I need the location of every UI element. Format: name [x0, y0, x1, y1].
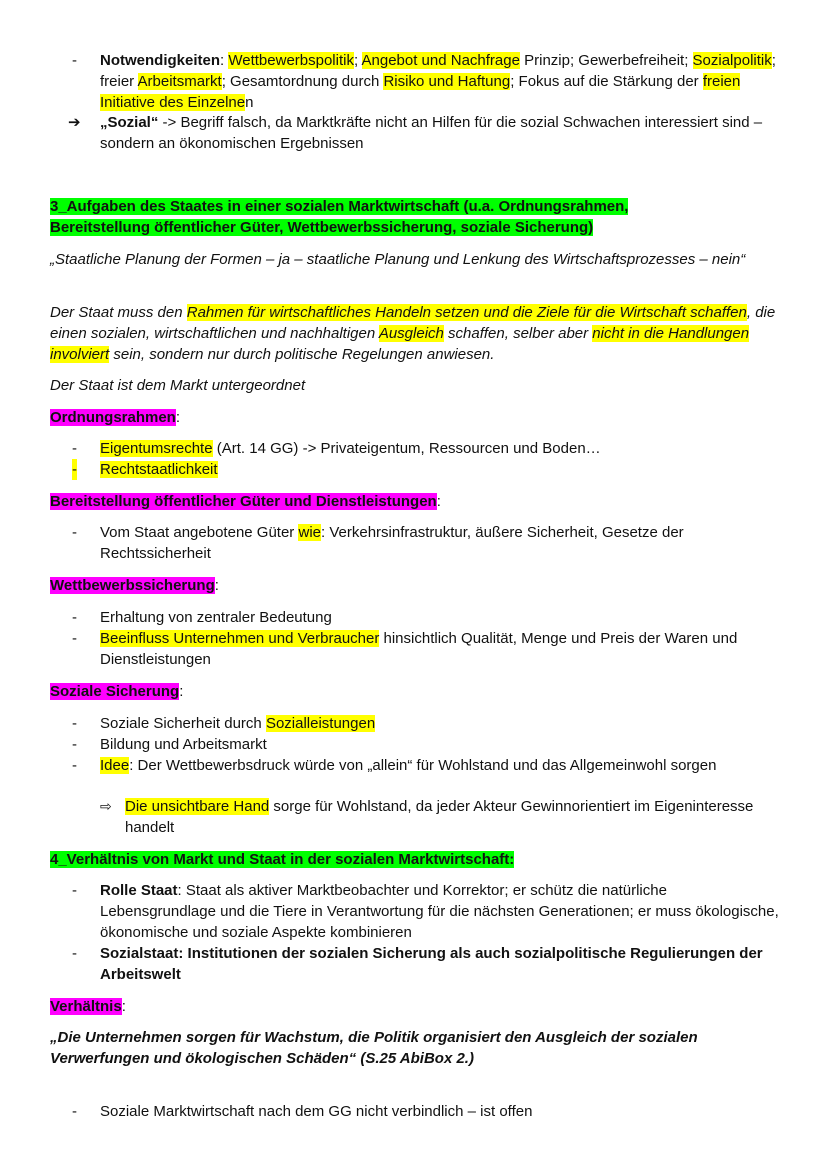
sub-arrow-icon: ⇨	[100, 798, 112, 814]
arrow-icon: ➔	[68, 114, 81, 131]
list-item-bildung: Bildung und Arbeitsmarkt	[100, 736, 267, 753]
dash-bullet: -	[72, 882, 77, 899]
list-item-beeinfluss: Beeinfluss Unternehmen und Verbraucher hinsichtlich Qualität, Menge und Preis der Waren und Dienstleistungen	[100, 630, 738, 668]
subheading-soziale-sicherung: Soziale Sicherung:	[50, 683, 184, 700]
dash-bullet: -	[72, 945, 77, 962]
label: Notwendigkeiten	[100, 52, 221, 69]
quote-abibox: „Die Unternehmen sorgen für Wachstum, die Politik organisiert den Ausgleich der sozialen Verwerfungen und ökologischen Schäden“ (S.25 AbiBox 2.)	[50, 1029, 698, 1067]
section-heading-4: 4_Verhältnis von Markt und Staat in der sozialen Marktwirtschaft:	[50, 851, 515, 868]
section-heading-3: 3_Aufgaben des Staates in einer sozialen Marktwirtschaft (u.a. Ordnungsrahmen, Bereitstellung öffentlicher Güter, Wettbewerbssicherung, soziale Sicherung)	[50, 198, 629, 236]
dash-bullet: -	[72, 440, 77, 457]
dash-bullet: -	[72, 609, 77, 626]
dash-bullet: -	[72, 1103, 77, 1120]
subheading-wettbewerb: Wettbewerbssicherung:	[50, 577, 219, 594]
list-item-rechtstaatlichkeit: Rechtstaatlichkeit	[100, 461, 218, 478]
list-item-sozial: „Sozial“ -> Begriff falsch, da Marktkräfte nicht an Hilfen für die sozial Schwachen interessiert sind – sondern an ökonomischen Ergebnissen	[100, 114, 763, 152]
dash-bullet: -	[72, 715, 77, 732]
dash-bullet: -	[72, 630, 77, 647]
list-item-erhaltung: Erhaltung von zentraler Bedeutung	[100, 609, 332, 626]
dash-bullet: -	[72, 757, 77, 774]
subheading-verhaeltnis: Verhältnis:	[50, 998, 126, 1015]
list-item-gg-offen: Soziale Marktwirtschaft nach dem GG nicht verbindlich – ist offen	[100, 1103, 533, 1120]
dash-bullet: -	[72, 461, 77, 478]
subheading-ordnungsrahmen: Ordnungsrahmen:	[50, 409, 181, 426]
list-item-gueter: Vom Staat angebotene Güter wie: Verkehrsinfrastruktur, äußere Sicherheit, Gesetze der Rechtssicherheit	[100, 524, 684, 562]
list-item-unsichtbare-hand: Die unsichtbare Hand sorge für Wohlstand, da jeder Akteur Gewinnorientiert im Eigeninteresse handelt	[125, 798, 754, 836]
dash-bullet: -	[72, 524, 77, 541]
list-item-eigentumsrechte: Eigentumsrechte (Art. 14 GG) -> Privateigentum, Ressourcen und Boden…	[100, 440, 601, 457]
paragraph-staat-rahmen: Der Staat muss den Rahmen für wirtschaftliches Handeln setzen und die Ziele für die Wirtschaft schaffen, die einen sozialen, wirtschaftlichen und nachhaltigen Ausgleich schaffen, selber aber nicht in die Handlungen involviert sein, sondern nur durch politische Regelungen anwiesen.	[50, 304, 776, 363]
list-item-sozialstaat: Sozialstaat: Institutionen der sozialen Sicherung als auch sozialpolitische Regulierungen der Arbeitswelt	[100, 945, 763, 983]
quote-planung: „Staatliche Planung der Formen – ja – staatliche Planung und Lenkung des Wirtschaftsprozesses – nein“	[50, 251, 746, 268]
list-item-sozialleistungen: Soziale Sicherheit durch Sozialleistungen	[100, 715, 376, 732]
dash-bullet: -	[72, 736, 77, 753]
list-item-idee: Idee: Der Wettbewerbsdruck würde von „allein“ für Wohlstand und das Allgemeinwohl sorgen	[100, 757, 717, 774]
list-item-rolle-staat: Rolle Staat: Staat als aktiver Marktbeobachter und Korrektor; er schütz die natürliche Lebensgrundlage und die Tiere in Verantwortung für die nächsten Generationen; er muss ökologische, ökonomische und soziale Aspekte kombinieren	[100, 882, 779, 941]
list-item-notwendigkeiten: Notwendigkeiten: Wettbewerbspolitik; Angebot und Nachfrage Prinzip; Gewerbefreiheit; Sozialpolitik; freier Arbeitsmarkt; Gesamtordnung durch Risiko und Haftung; Fokus auf die Stärkung der freien Initiative des Einzelnen	[100, 52, 776, 111]
subheading-gueter: Bereitstellung öffentlicher Güter und Dienstleistungen:	[50, 493, 441, 510]
dash-bullet: -	[72, 52, 77, 69]
paragraph-untergeordnet: Der Staat ist dem Markt untergeordnet	[50, 377, 306, 394]
